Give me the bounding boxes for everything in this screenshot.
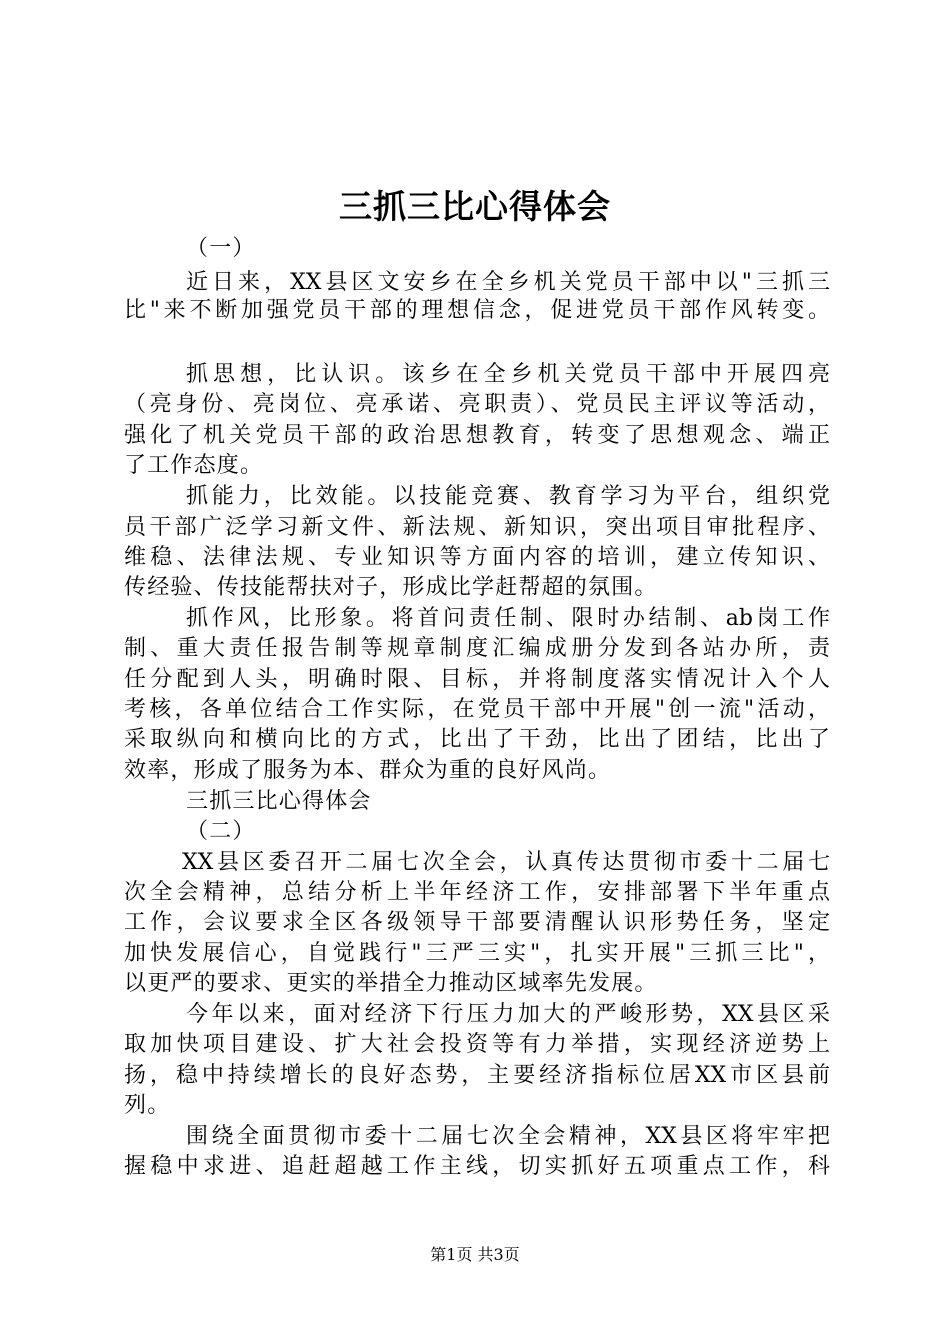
paragraph-line: 工作，会议要求全区各级领导干部要清醒认识形势任务，坚定 [124, 910, 830, 935]
paragraph-line: 握稳中求进、追赶超越工作主线，切实抓好五项重点工作，科 [124, 1154, 830, 1179]
paragraph-line: 加快发展信心，自觉践行"三严三实"，扎实开展"三抓三比"， [124, 941, 830, 966]
paragraph-line: 列。 [124, 1093, 171, 1118]
paragraph-line: 制、重大责任报告制等规章制度汇编成册分发到各站办所，责 [124, 636, 830, 661]
page-footer: 第1页 共3页 [430, 1245, 520, 1264]
paragraph-line: 传经验、传技能帮扶对子，形成比学赶帮超的氛围。 [124, 575, 658, 600]
paragraph-line: 考核，各单位结合工作实际，在党员干部中开展"创一流"活动， [124, 697, 830, 722]
paragraph-line: 次全会精神，总结分析上半年经济工作，安排部署下半年重点 [124, 880, 830, 905]
paragraph-line: 近日来，XX县区文安乡在全乡机关党员干部中以"三抓三 [186, 270, 830, 295]
paragraph-line: 了工作态度。 [124, 453, 264, 478]
paragraph-line: 今年以来，面对经济下行压力加大的严峻形势，XX县区采 [186, 1002, 830, 1027]
paragraph-line: 强化了机关党员干部的政治思想教育，转变了思想观念、端正 [124, 423, 830, 448]
paragraph-line: 效率，形成了服务为本、群众为重的良好风尚。 [124, 758, 612, 783]
paragraph-line: 采取纵向和横向比的方式，比出了干劲，比出了团结，比出了 [124, 727, 830, 752]
paragraph-line: 抓作风，比形象。将首问责任制、限时办结制、ab岗工作 [186, 606, 830, 631]
paragraph-line: （亮身份、亮岗位、亮承诺、亮职责）、党员民主评议等活动， [124, 392, 830, 417]
paragraph-line: 抓能力，比效能。以技能竞赛、教育学习为平台，组织党 [186, 484, 830, 509]
paragraph-line: 员干部广泛学习新文件、新法规、新知识，突出项目审批程序、 [124, 515, 830, 540]
paragraph-line: 任分配到人头，明确时限、目标，并将制度落实情况计入个人 [124, 667, 830, 692]
section-marker-1: （一） [186, 236, 256, 261]
paragraph-line: 围绕全面贯彻市委十二届七次全会精神，XX县区将牢牢把 [186, 1124, 830, 1149]
paragraph-line: 以更严的要求、更实的举措全力推动区域率先发展。 [124, 971, 658, 996]
paragraph-line: 扬，稳中持续增长的良好态势，主要经济指标位居XX市区县前 [124, 1063, 830, 1088]
paragraph-line: 取加快项目建设、扩大社会投资等有力举措，实现经济逆势上 [124, 1032, 830, 1057]
document-title: 三抓三比心得体会 [339, 187, 611, 226]
paragraph-line: 抓思想，比认识。该乡在全乡机关党员干部中开展四亮 [186, 362, 830, 387]
paragraph-line: XX县区委召开二届七次全会，认真传达贯彻市委十二届七 [182, 850, 830, 875]
section-heading: 三抓三比心得体会 [186, 789, 372, 814]
paragraph-line: 比"来不断加强党员干部的理想信念，促进党员干部作风转变。 [124, 298, 830, 323]
paragraph-line: 维稳、法律法规、专业知识等方面内容的培训，建立传知识、 [124, 545, 830, 570]
section-marker-2: （二） [186, 819, 256, 844]
